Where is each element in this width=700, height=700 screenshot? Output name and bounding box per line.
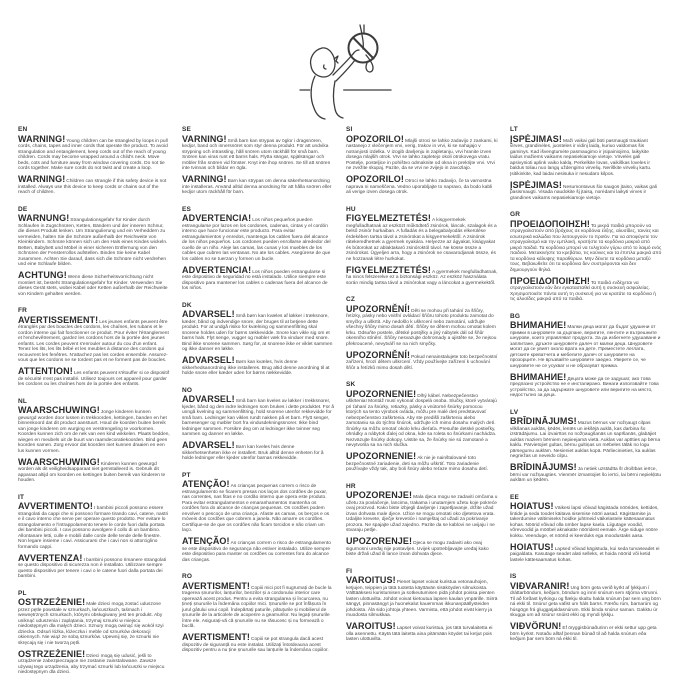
warning-heading: HOIATUS! [510, 541, 554, 552]
section-lt [510, 126, 662, 201]
section-fr [18, 307, 170, 388]
warning-body: Les enfants peuvent s'étouffer si ce dispositif de sécurité n'est pas installé. Utilisez toujours cet appareil pour garder les cordons ou les chaînes hors de la portée des enfants. [18, 371, 170, 387]
warning-paragraph [510, 541, 662, 564]
warning-body: Ung börn geta verið kyrkt af lykkjum í dráttarböndum, keðjum, böndum og innri snúrum sem stjórna vörunni. Til að forðast kyrkingu og flækju skaltu halda snúrum þar sem ung börn ná ekki til. Snúrur geta vafist um háls barns. Færðu rúm, barnarúm og húsgögn frá gluggatjaldasnúrum. Ekki binda snúrur saman. Gakktu úr skugga um að snúrur snúist ekki og myndi lykkju. [510, 585, 661, 618]
warning-heading: WAARSCHUWING! [18, 456, 100, 467]
warning-body: Малки деца могат да бъдат удушени от примки в шнуровете за дърпане, веригите, лентите и вътрешните шнурове, които управляват продукта. За да избегнете удушаване и заплитане, дръжте шнуровете далеч от малки деца. Шнуровете могат да се увият около врата на дете. Преместете леглата, детските креватчета и мебелите далеч от шнуровете на прозорците. Не връзвайте шнуровете заедно. Уверете се, че шнуровете не се усукват и не образуват примка. [510, 325, 661, 369]
warning-heading: WARNUNG! [18, 213, 70, 223]
warning-heading: UPOZORNĚNÍ! [346, 349, 411, 360]
child-hand [353, 50, 359, 54]
warning-body: I bambini piccoli possono essere strangolati da cappi che si possono formare tirando cavi, catene, nastri e il cavo interno che serve per operare questo prodotto. Per evitare lo strangolamento e l'intrappolamento tenere le corde fuori dalla portata dei bambini piccoli. I cavi possono avvolgere il collo di un bambino. Allontanare letti, culle e mobili dalle corde delle tende delle finestre. Non legare insieme i cavi. Assicurarsi che i cavi non si attorciglino formando cappi. [18, 506, 169, 550]
warning-body: Små børn kan kvæles af løkker i træksnore, kæder, bånd og indvendige snore, der bruges til at betjene dette produkt. For at undgå risiko for kvælning og sammenfiltring skal snorene holdes uden for børns rækkevidde. Snore kan vikle sig om et barns hals. Flyt senge, vugger og møbler væk fra vinduer med snore. Bind ikke snorene sammen. Sørg for, at snorene ikke er viklet sammen og ikke danner en løkke. [182, 314, 333, 352]
warning-heading: VAROITUS! [346, 621, 396, 631]
warning-body: Barn kan strypas om denna säkerhetsanordning inte installeras. Använd alltid denna anordning för att hålla snören eller kedjor utom räckhåll för barn. [182, 179, 332, 195]
warning-heading: ADVARSEL! [182, 394, 235, 404]
warning-heading: VARNING! [182, 174, 227, 184]
section-pl [18, 590, 170, 676]
warning-paragraph [346, 575, 498, 619]
warning-heading: ADVARSEL! [182, 440, 235, 450]
warning-heading: ВНИМАНИЕ! [510, 320, 567, 330]
language-column-3 [346, 126, 498, 686]
warning-heading: OPOZORILO! [346, 133, 404, 144]
language-code: NL [18, 397, 28, 405]
language-code: LT [510, 126, 518, 133]
language-column-4 [510, 126, 662, 686]
section-lv [510, 409, 662, 484]
warning-paragraph [510, 462, 662, 484]
warning-paragraph [18, 552, 170, 580]
section-gr [510, 211, 662, 303]
warning-heading: ATTENTION! [18, 366, 73, 376]
warning-body: Wenn diese Sicherheitsvorrichtung nicht montiert ist, besteht Strangulationsgefahr für Kinder. Verwenden Sie dieses Gerät stets, wobei Kabel oder Ketten außerhalb der Reichweite von Kindern gehalten werden. [18, 275, 168, 297]
warning-paragraph [182, 536, 334, 563]
section-se [182, 126, 334, 196]
section-no [182, 387, 334, 462]
warning-paragraph [18, 597, 170, 646]
warning-body: Małe dzieci mogą zostać uduszone przez pętle powstałe w sznurkach, łańcuszkach, taśmach i wewnętrznych sznurkach, którymi obsługiwany jest ten produkt. Aby uniknąć uduszenia i zaplątania, trzymaj sznurki w miejscu niedostępnym dla małych dzieci. Sznury mogą owinąć się wokół szyi dziecka. Odsuń łóżka, łóżeczka i meble od sznurków dekoracji okiennych. Nie wiąż ze sobą sznurków. Upewnij się, że sznurki nie skręcają się i nie tworzą pętli. [18, 602, 164, 646]
section-it [18, 494, 170, 580]
language-code: HR [346, 482, 356, 490]
warning-paragraph [346, 621, 498, 643]
language-code: SK [346, 381, 356, 388]
warning-body: Τα μικρά παιδιά μπορούν να στραγγαλιστούν από βρόχους σε κορδόνια έλξης, αλυσίδες, ταινίες και εσωτερικά καλώδια που λειτουργούν το προϊόν. Για να αποφύγετε τον στραγγαλισμό και την εμπλοκή, κρατήστε τα κορδόνια μακριά από μικρά παιδιά. Τα κορδόνια μπορεί να τυλιχτούν γύρω από το λαιμό ενός παιδιού. Μετακινήστε τα κρεβάτια, τις κούνιες και τα έπιπλα μακριά από τα κορδόνια κάλυψης παραθύρων. Μην δένετε τα κορδόνια μεταξύ τους. Βεβαιωθείτε ότι τα κορδόνια δεν συστρέφονται και δεν δημιουργούν θηλιά. [510, 223, 662, 273]
section-si [346, 126, 498, 196]
warning-paragraph [18, 456, 170, 484]
language-column-2 [182, 126, 334, 686]
warning-paragraph [182, 133, 334, 172]
warning-paragraph [346, 451, 498, 473]
warning-body: Väikesi lapsi võivad kägistada nöörides, kettides, lintide ja seda toodet käitava sisemise nööri aasad. Kägistamise ja takerdumise vältimiseks hoidke juhtmeid väikelastele kättesaamatus kohas. Nöörid võivad olla ümber lapse kaela. Liigutage voodid, võrevoodid ja mööbel aknakatte nööridest eemale. Ärge siduge nööre kokku. Veenduge, et nöörid ei keerduks ega moodustaks aasa. [510, 506, 659, 539]
section-is [510, 573, 662, 643]
warning-body: Lapset voivat kuristua, jos tätä turvalaitetta ei olla asennettu. Käytä tätä laitetta aina pitämään köydet tai ketjut pois lasten ulottuvilta. [346, 626, 493, 642]
warning-body: Copiii mici pot fi sugrumați de bucle la tragerea șnururilor, lanțurilor, benzilor și a cordonului interior care operează acest produs. Pentru a evita strangularea și încurcarea, nu țineți șnururile la îndemâna copiilor mici. Șnururile se pot înfășura în jurul gâtului unui copil. Îndepărtați paturile, pătuțurile și mobilierul de șnururile de la articolele de acoperire a geamurilor. Nu legați șnururile între ele. Asigurați-vă că șnururile nu se răsucesc și nu formează o buclă. [182, 585, 332, 629]
language-code: DK [182, 301, 192, 309]
warning-paragraph [182, 213, 334, 262]
warning-heading: ВНИМАНИЕ! [510, 371, 567, 382]
warning-paragraph [346, 303, 498, 348]
warning-paragraph [510, 501, 662, 539]
section-bg [510, 313, 662, 399]
warning-body: Børn kan kvæles, hvis denne sikkerhedsanordning ikke installeres. Brug altid denne anordning til at holde snore eller kæder uden for børns rækkevidde. [182, 360, 330, 376]
section-pt [182, 472, 334, 564]
warning-body: Små barn kan kveles av løkker i trekksnorer, kjeder, bånd og den indre ledningen som brukes i dette produktet. For å unngå kvelning og sammenfiltring, hold snorene utenfor rekkevidde for små barn. Ledninger kan vikles rundt nakken på et barn. Flytt senger, barnesenger og møbler bort fra vindusdekningssnorer. Ikke bind ledninger sammen. Forsikre deg om at ledninger ikke tvinner seg sammen og danner en løkke. [182, 399, 334, 437]
warning-paragraph [346, 174, 498, 196]
warning-body: Otroci se lahko zadavijo, če ta varnostna naprava ni nameščena. Vedno uporabljajte to napravo, da bodo kabli ali verige izven dosega otrok. [346, 179, 493, 195]
warning-heading: ADVARSEL! [182, 355, 235, 365]
warning-body: Ak nie je nainštalované toto bezpečnostné zariadenie, deti sa môžu uškrtiť. Toto zariadenie používajte vždy tak, aby boli šnúry alebo reťaze mimo dosahu detí. [346, 456, 489, 472]
warning-heading: HOIATUS! [510, 501, 554, 511]
warning-heading: WARNING! [18, 174, 66, 184]
no-cord-loops-pictogram [293, 2, 425, 124]
language-code: EE [510, 493, 520, 501]
warning-paragraph [346, 536, 498, 558]
warning-paragraph [18, 405, 170, 454]
warning-body: Pokud nenainstalujete toto bezpečnostní zařízení, hrozí dětem uškrcení. Vždy používejte zařízení k uchování šňůr a řetízků mimo dosah dětí. [346, 354, 498, 371]
warning-heading: ADVERTENCIA! [182, 264, 252, 275]
language-columns [18, 126, 662, 686]
warning-heading: VARNING! [182, 133, 227, 144]
warning-paragraph [182, 264, 334, 292]
warning-body: Barn kan kveles hvis denne sikkerhetsenheten ikke er installert. Bruk alltid denne enheten for å holde ledninger eller kjeder utenfor barnas rekkevidde. [182, 445, 324, 461]
warning-paragraph [182, 479, 334, 534]
warning-body: Los niños pueden estrangularse si este dispositivo de seguridad no está instalado. Utilice siempre este dispositivo para mantener los cables o cadenas fuera del alcance de los niños. [182, 269, 328, 291]
language-code: ES [182, 205, 192, 213]
warning-heading: AVERTISMENT! [182, 580, 251, 591]
child-cord-prohibition-illustration [293, 2, 425, 124]
warning-paragraph [510, 179, 662, 202]
warning-paragraph [510, 275, 662, 303]
warning-body: Strangulationsgefahr für Kinder durch Schlaufen in Zugschnüren, Ketten, Bändern und der inneren Schnur, die dieses Produkt lenken. Um Strangulierung und ein Verheddern zu vermeiden, halten Sie die Schnüre außerhalb der Reichweite von Kleinkindern. Schnüre können sich um den Hals eines Kindes wickeln. Betten, Babybett und Möbel in einer sicheren Entfernung von den Schnüren der Fensterrollos aufstellen. Binden Sie keine Kabel zusammen. Achten Sie darauf, dass sich die Schnüre nicht verdrehen und eine Schlaufe bilden. [18, 218, 168, 267]
warning-heading: ATENÇÃO! [182, 536, 230, 546]
warning-heading: UPOZORNĚNÍ! [346, 303, 411, 314]
warning-heading: VIÐVARANIR! [510, 580, 570, 591]
warning-paragraph [346, 388, 498, 449]
warning-paragraph [18, 366, 170, 388]
warning-heading: BRĪDINĀJUMS! [510, 416, 577, 426]
language-code: PL [18, 589, 27, 597]
language-code: BG [510, 312, 521, 320]
warning-paragraph [18, 648, 170, 676]
warning-body: Los niños pequeños pueden estrangularse por lazos en los cordones, cadenas, cintas y el cordón interno que hace funcionar este producto. Para evitar estrangulamientos y enredos, mantenga los cables fuera del alcance de los niños pequeños. Los cordones pueden enrollarse alrededor del cuello de un niño. Aleje las camas, las cunas y los muebles de los cables que cubren las ventanas. No ate los cables. Asegúrese de que los cables no se tuerzan y formen un bucle. [182, 218, 331, 262]
warning-heading: UPOZORENJE! [346, 490, 413, 500]
warning-heading: VIÐVÖRUN! [510, 621, 562, 631]
warning-paragraph [510, 371, 662, 399]
warning-heading: BRĪDINĀJUMS! [510, 462, 577, 472]
warning-heading: FIGYELMEZTETÉS! [346, 264, 432, 275]
warning-heading: UPOZORNENIE! [346, 388, 417, 399]
warning-paragraph [18, 314, 170, 364]
warning-body: Kinderen kunnen gewurgd worden als dit veiligheidsapparaat niet geïnstalleerd is. Gebruik dit apparaat altijd om koorden en kettingen buiten bereik van kinderen te houden. [18, 461, 166, 483]
warning-body: Young children can be strangled by loops in pull cords, chains, tapes and inner cords that operate the product. To avoid strangulation and entanglement, keep cords out of the reach of young children. Cords may become wrapped around a child's neck. Move beds, cots and furniture away from window covering cords. Do not tie cords together. Make sure cords do not twist and create a loop. [18, 138, 168, 171]
warning-heading: ĮSPĖJIMAS! [510, 179, 563, 190]
warning-heading: FIGYELMEZTETÉS! [346, 213, 432, 223]
language-code: PT [182, 471, 191, 479]
warning-body: Pienet lapset voivat kuristua vetonauhojen, ketjujen, teippien ja tätä tuotetta käyttävän sisäköyden silmukoista. Välttääksesi kuristumisen ja sotkeutumisen pidä johdot poissa pienten lasten ulottuvilta. Johdot voivat kietoutua lapsen kaulan ympärille. Siirrä sängyt, pinnasängyt ja huonekalut kauemmas ikkunanpäällysteiden johdoista. Älä sido johtoja yhteen. Varmista, että johdot eivät kierry ja muodosta silmukkaa. [346, 580, 498, 618]
warning-heading: ΠΡΟΕΙΔΟΠΟΙΗΣΗ! [510, 218, 591, 229]
warning-body: Децата може да се задушат, ако това предпазно устройство не е инсталирано. Винаги използвайте това устройство, за да задържате шнуровете или веригите на място, недостъпно за деца. [510, 376, 659, 398]
warning-heading: ATENÇÃO! [182, 479, 230, 489]
warning-heading: AVVERTENZA! [18, 552, 83, 563]
warning-paragraph [182, 394, 334, 438]
section-sk [346, 381, 498, 473]
warning-heading: AVERTISMENT! [182, 632, 251, 642]
warning-body: As crianças correm o risco de estrangulamento se este dispositivo de segurança não estiver instalado. Utilize sempre este dispositivo para manter os cordões ou correntes fora do alcance das crianças. [182, 541, 331, 563]
warning-heading: ΠΡΟΕΙΔΟΠΟΙΗΣΗ! [510, 275, 591, 286]
warning-heading: ADVARSEL! [182, 309, 235, 319]
language-code: IT [18, 493, 25, 501]
language-column-1 [18, 126, 170, 686]
language-code: NO [182, 386, 193, 394]
warning-heading: WARNING! [18, 133, 66, 144]
warning-body: Copiii se pot strangula dacă acest dispozitiv de siguranță nu este instalat. Utilizați întotdeauna acest dispozitiv pentru a nu ține șnururile sau lanțurile la îndemâna copiilor. [182, 637, 329, 653]
warning-body: Maži vaikai gali būti pasmaugti traukiant virves, grandinėles, juosteles ir vidinį laidą, kuriuo valdomas šis gaminys. Kad išvengtumėte pasmaugimo ir įsipainiojimo, laikykite laidus mažiems vaikams nepasiekiamoje vietoje. Virvelės gali apsivynioti aplink vaiko kaklą. Perkelkite lovas, vaikiškas loveles ir baldus toliau nuo langų uždengimo virvelių. Neriškite virvelių kartu. Įsitikinkite, kad laidai nesisuka ir nesudaro kilpos. [510, 138, 652, 177]
section-en [18, 126, 170, 196]
section-es [182, 206, 334, 292]
warning-heading: AVERTISSEMENT! [18, 314, 99, 325]
warning-body: Mazus bērnus var nožņaugt cilpas vilkšanas auklās, ķēdēs, lentēs un iekšējā auklā, kas darbina šo izstrādājumu. Lai izvairītos no nožņaugšanās un sapīšanās, glabājiet auklas maziem bērniem nepieejamā vietā. Auklas var aptīties ap bērna kaklu. Pārvietojiet gultas, bērnu gultiņas un mēbeles tālāk no logu pārsegumu auklām. Nesieniet auklas kopā. Pārliecinieties, ka auklas negriežas un neveido cilpu. [510, 421, 661, 459]
language-code: SI [346, 126, 353, 133]
warning-body: Τα παιδιά ενδέχεται να στραγγαλιστούν εάν δεν εγκατασταθεί αυτή η συσκευή ασφαλείας. Χρησιμοποιείτε πάντα αυτή τη συσκευή για να κρατάτε τα κορδόνια ή τις αλυσίδες μακριά από τα παιδιά. [510, 280, 656, 302]
section-fi [346, 568, 498, 643]
language-code: GR [510, 211, 521, 218]
language-code: EN [18, 126, 28, 133]
warning-paragraph [510, 218, 662, 274]
warning-body: Djeca se mogu zadaviti ako ovaj sigurnosni uređaj nije postavljen. Uvijek upotrebljavajte uređaj kako biste držali užad ili lance izvan dohvata djece. [346, 541, 489, 557]
language-code: CZ [346, 296, 356, 303]
language-code: FR [18, 307, 28, 314]
language-code: SE [182, 126, 192, 133]
warning-heading: WAARSCHUWING! [18, 405, 100, 415]
warning-body: Ef öryggisbúnaðurinn er ekki settur upp geta börn kyrkst. Notaðu alltaf þennan búnað til að halda snúrum eða keðjum þar sem börn ná ekki til. [510, 626, 657, 642]
warning-heading: ĮSPĖJIMAS! [510, 133, 563, 144]
warning-heading: AVVERTIMENTO! [18, 501, 93, 511]
warning-body: I bambini possono rimanere strangolati se questo dispositivo di sicurezza non è installato. Utilizzare sempre questo dispositivo per tenere i cavi o le catene fuori dalla portata dei bambini. [18, 557, 167, 579]
section-hr [346, 483, 498, 558]
warning-body: Les jeunes enfants peuvent être étranglés par des boucles des cordons, les chaînes, les rubans et le cordon interne qui fait fonctionner ce produit. Pour éviter l'étranglement et l'enchevêtrement, gardez les cordons hors de la portée des jeunes enfants. Les cordes peuvent s'enrouler autour du cou d'un enfant. Tenez les lits, les lits bébé et les meubles à distance des cordons qui recouvrent les fenêtres. N'attachez pas les cordes ensemble. Assurez-vous que les cordons ne se tordent pas et ne forment pas de boucles. [18, 319, 169, 363]
section-ro [182, 573, 334, 654]
warning-paragraph [346, 349, 498, 372]
warning-paragraph [346, 490, 498, 534]
warning-body: Dzieci mogą się udusić, jeśli to urządzenie zabezpieczające nie zostanie zainstalowane. Zawsze używaj tego urządzenia, aby trzymać sznurki lub łańcuszki w miejscu niedostępnym dla dzieci. [18, 653, 165, 675]
warning-heading: UPOZORNENIE! [346, 451, 417, 461]
warning-paragraph [182, 309, 334, 353]
warning-body: Lapsed võivad kägistuda, kui seda turvaseadet ei paigaldata. Kasutage seadet alati selleks, et hoida nöörid või ketid lastele kättesaamatus kohas. [510, 546, 660, 563]
warning-paragraph [18, 501, 170, 550]
warning-body: As crianças pequenas correm o risco de estrangulamento se ficarem presas nos laços dos cordões de puxar, nas correntes, nas fitas e no cordão interno que opera este produto. Para evitar estrangulamentos e emaranhamentos mantenha os cordões fora do alcance de crianças pequenas. Os cordões podem envolver o pescoço de uma criança. Afaste as camas, os berços e os móveis dos cordões que cobrem a janela. Não amarre os cordões. Certifique-se de que os cordões não ficam torcidos e não criam um laço. [182, 484, 330, 533]
warning-body: Mala djeca mogu se zadaviti omčama u užetu za povlačenje, lancima, trakama i unutarnjem užetu koje pokreće ovaj proizvod. Kako biste izbjegli davljenje i zapetljavanje, držite užad izvan dohvata male djece. Užice se mogu omotati oko djetetova vrata. Udaljite krevete, dječje krevetiće i namještaj od užadi za pokrivanje prozora. Ne spajajte užad zajedno. Pazite da se kablovi ne uvijaju i ne stvaraju petlje. [346, 495, 498, 533]
warning-body: Děti se mohou při tahání za šňůry, řetízky, pásky nebo vnitřní ovládací šňůru tohoto produktu zamotat do smyčky a uškrtit. Aby nedošlo k uškrcení nebo zamotání, udržujte všechny šňůry mimo dosah dětí. Šňůry se dětem mohou omotat kolem krku. Odsuňte postele, dětské postýlky a jiný nábytek dál od šňůr okenního stínění. Šňůry nesvazujte dohromady a ujistěte se, že nejsou překroucené, nevytváří se na nich smyčky. [346, 308, 497, 347]
warning-heading: OSTRZEŻENIE! [18, 597, 86, 607]
warning-paragraph [346, 264, 498, 287]
section-nl [18, 398, 170, 484]
warning-paragraph [182, 355, 334, 377]
warning-body: Ja netiek uzstādīta šī drošības ierīce, bērni var nožņaugties. Vienmēr izmantojiet šo ierīci, lai bērni nepiekļūtu auklām un ķēdēm. [510, 467, 662, 483]
section-dk [182, 302, 334, 377]
warning-paragraph [18, 174, 170, 196]
section-cz [346, 296, 498, 371]
warning-body: Små barn kan strypas av öglor i dragsnören, kedjor, band och innersnöret som styr denna produkt. För att undvika strypning och intrassling, håll snören utom räckhåll för små barn. Snören kan viras runt ett barns hals. Flytta sängar, spjälsängar och möbler från snören vid fönster. Knyt inte ihop snören. Se till att snören inte tvinnas och bildar en ögla. [182, 138, 331, 171]
warning-heading: ACHTUNG! [18, 270, 67, 280]
warning-paragraph [510, 416, 662, 460]
language-code: HU [346, 205, 356, 213]
warning-heading: OSTRZEŻENIE! [18, 648, 86, 659]
warning-heading: ADVERTENCIA! [182, 213, 252, 223]
language-code: FI [346, 567, 353, 575]
warning-heading: OPOZORILO! [346, 174, 404, 184]
warning-heading: VAROITUS! [346, 575, 396, 585]
warning-heading: UPOZORENJE! [346, 536, 413, 546]
warning-body: A kisgyermekek megfulladhatnak az eszközt működtető zsinórok, láncok, szalagok és a belső zsinór hurkaiban. A fulladás és a belegabalyodás elkerülése érdekében tartsa távol a zsinórokat a kisgyermekektől. A zsinórok rátekeredhetnek a gyermek nyakára. Helyezze az ágyakat, kiságyakat és bútorokat az ablaktakaró zsinóroktól távol. Ne kösse össze a zsinórokat. Ügyeljen arra, hogy a zsinórok ne csavarodjanak össze, és ne hozzanak létre hurkokat. [346, 218, 497, 262]
warning-paragraph [182, 632, 334, 654]
warning-paragraph [346, 133, 498, 172]
language-code: LV [510, 408, 519, 416]
warning-paragraph [346, 213, 498, 262]
warning-paragraph [510, 621, 662, 643]
warning-paragraph [510, 133, 662, 178]
child-head [311, 48, 335, 77]
warning-paragraph [18, 270, 170, 297]
warning-paragraph [182, 174, 334, 196]
warning-paragraph [182, 440, 334, 462]
warning-body: Nesumontavus šio saugos įtaiso, vaikas gali pasismaugti. Visada naudokite šį įtaisą, norėdami laikyti virves ir grandines vaikams nepasiekiamoje vietoje. [510, 184, 657, 201]
warning-paragraph [18, 133, 170, 172]
language-code: RO [182, 573, 193, 580]
warning-paragraph [182, 580, 334, 630]
language-code: IS [510, 573, 517, 580]
warning-body: A gyermekek megfulladhatnak, ha nincs felszerelve ez a biztonsági eszköz. Az eszköz használata során mindig tartsa távol a zsinórokat vagy a láncokat a gyermekektől. [346, 269, 498, 286]
warning-body: Dlhý kábel. Nebezpečenstvo uškrtenia! Montáž musí vykonať dospelá osoba. Slučky, ktoré vytvárajú pri ťahaní za šnúrky, retiazky, pásky a vnútorné šnúrky pomocou ktorých sa tento výrobok ovláda, môžu pre malé deti predstavovať nebezpečenstvo zaškrtenia. Aby ste predišli zaškrteniu alebo zamotaniu sa do týchto šnúrok, udržujte ich mimo dosahu malých detí. Šnúrky sa môžu omotať okolo krku dieťaťa. Presuňte detské postieľky, ohrádky a nábytok ďalej od okna, kde sa roleta so šnúrkami nachádza. Nezväzujte šnúrky dokopy. Uistite sa, že šnúrky nie sú zamotané a nevytvorila sa na nich slučka. [346, 393, 497, 448]
warning-body: Mlajši otroci se lahko zadavijo z zankami, ki nastanejo z vlečenjem vrvi, verig, trakov in vrvi, ki se nahajajo v notranjosti izdelka. V izogib davljenju in zapletanju, vrvi hranite izven dosega mlajših otrok. Vrvi se lahko zapletejo okoli otrokovega vratu. Postelje, posteljice in pohištvo odmaknite od okna in prekrijte vrvi. Vrvi ne zvežite skupaj. Pazite, da se vrvi ne zvijejo in zavozlajo. [346, 138, 498, 171]
section-hu [346, 206, 498, 287]
language-code: DE [18, 205, 28, 213]
warning-body: Jonge kinderen kunnen gewurgd worden door lussen in trekkoorden, kettingen, banden en het binnenkoord dat dit product aanstuurt. Houd de koorden buiten bereik van jonge kinderen om wurging en verstrengeling te voorkomen. Koorden kunnen zich om de nek van een kind wikkelen. Plaats bedden, wiegen en meubels uit de buurt van raamdecoratiekoorden. Bind geen koorden samen. Zorg ervoor dat koorden niet kunnen draaien en een lus kunnen vormen. [18, 410, 170, 454]
section-de [18, 206, 170, 298]
warning-paragraph [510, 320, 662, 369]
warning-paragraph [510, 580, 662, 619]
warning-body: Children can strangle if this safety device is not installed. Always use this device to keep cords or chains out of the reach of children. [18, 179, 167, 195]
warning-paragraph [18, 213, 170, 268]
section-ee [510, 494, 662, 564]
